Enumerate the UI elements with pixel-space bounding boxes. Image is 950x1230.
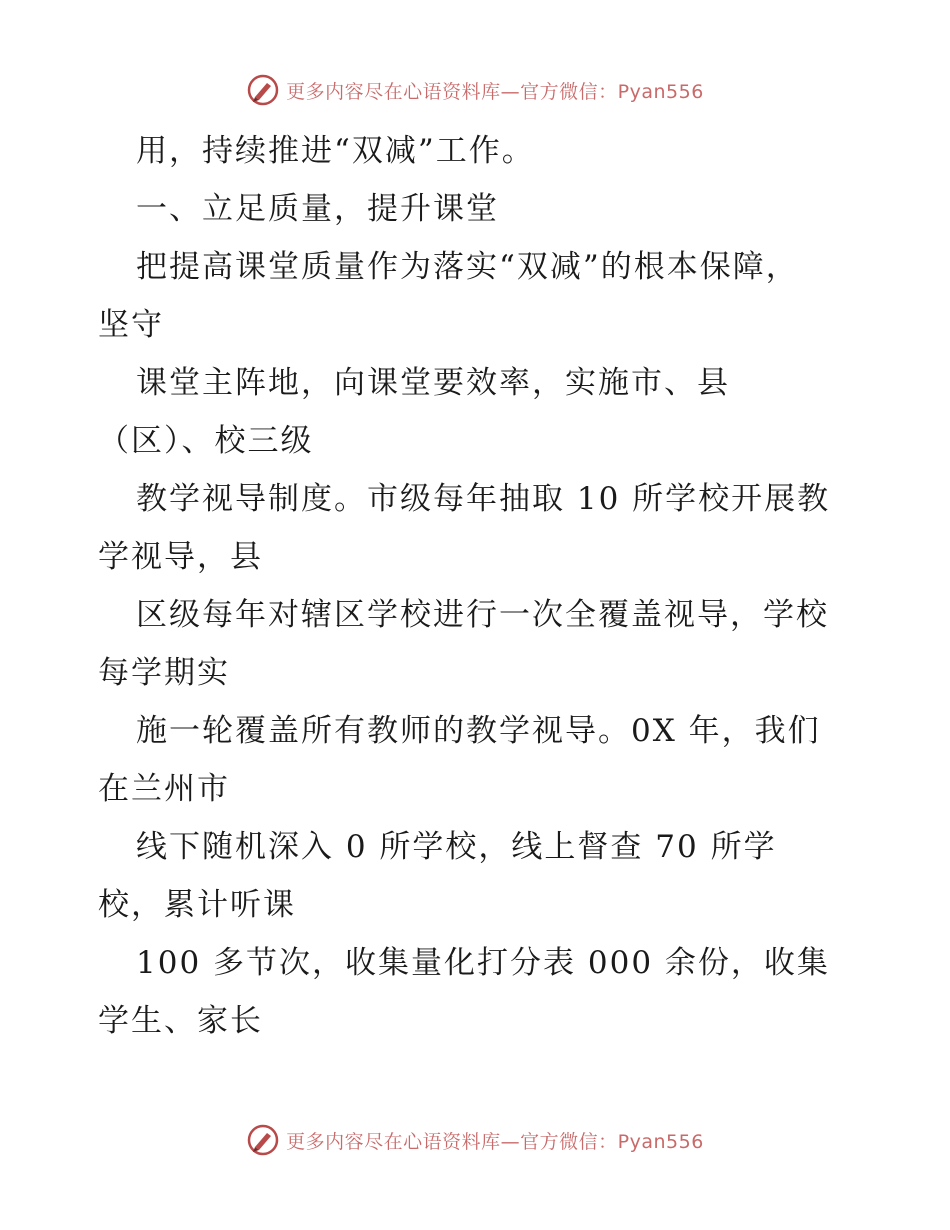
text-line: 坚守	[98, 307, 164, 343]
text-line: 施一轮覆盖所有教师的教学视导。0X 年，我们	[136, 713, 821, 749]
pen-logo-icon	[246, 73, 280, 107]
footer-watermark	[0, 1120, 950, 1160]
text-line: 一、立足质量，提升课堂	[136, 191, 499, 227]
text-line: 学生、家长	[98, 1003, 263, 1039]
watermark-text: 更多内容尽在心语资料库—官方微信：Pyan556	[286, 1130, 704, 1153]
text-line: 学视导，县	[98, 539, 263, 575]
text-line: （区）、校三级	[98, 423, 314, 459]
document-body	[98, 122, 858, 1050]
text-line: 线下随机深入 0 所学校，线上督查 70 所学	[136, 829, 777, 865]
text-line: 把提高课堂质量作为落实“双减”的根本保障，	[136, 249, 799, 285]
watermark-text: 更多内容尽在心语资料库—官方微信：Pyan556	[286, 80, 704, 103]
text-line: 每学期实	[98, 655, 230, 691]
text-line: 区级每年对辖区学校进行一次全覆盖视导，学校	[136, 597, 829, 633]
pen-logo-icon	[246, 1123, 280, 1157]
text-line: 教学视导制度。市级每年抽取 10 所学校开展教	[136, 481, 831, 517]
text-line: 用，持续推进“双减”工作。	[136, 133, 535, 169]
text-line: 100 多节次，收集量化打分表 000 余份，收集	[136, 945, 830, 981]
text-line: 校，累计听课	[98, 887, 296, 923]
header-watermark	[0, 70, 950, 110]
text-line: 课堂主阵地，向课堂要效率，实施市、县	[136, 365, 730, 401]
text-line: 在兰州市	[98, 771, 230, 807]
